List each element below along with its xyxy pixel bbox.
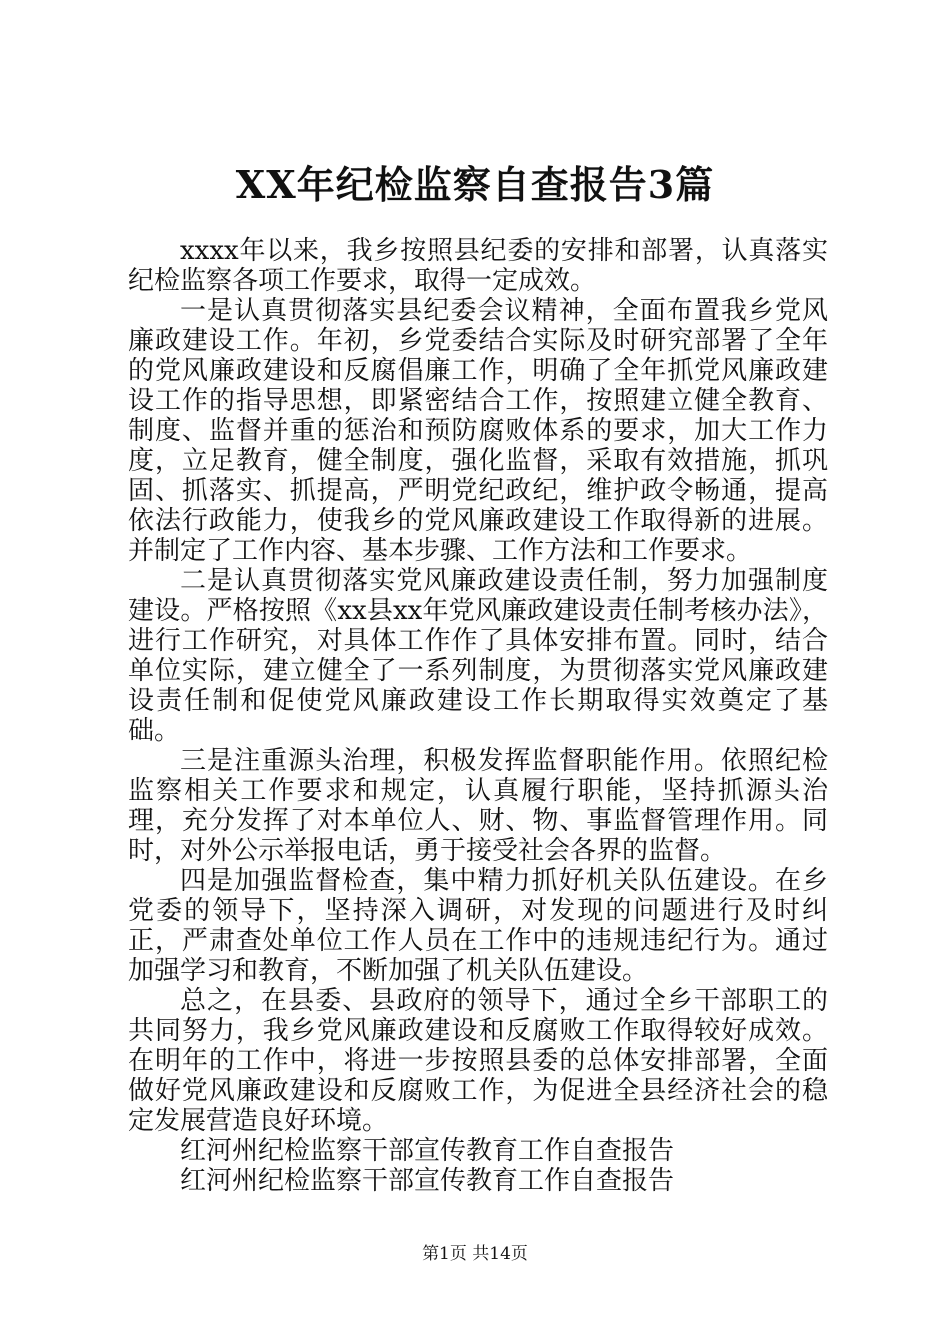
paragraph-point-three: 三是注重源头治理，积极发挥监督职能作用。依照纪检监察相关工作要求和规定，认真履行职能，坚持抓源头治理，充分发挥了对本单位人、财、物、事监督管理作用。同时，对外公示举报电话，勇于接受社会各界的监督。 bbox=[128, 746, 828, 866]
paragraph-intro: xxxx年以来，我乡按照县纪委的安排和部署，认真落实纪检监察各项工作要求，取得一定成效。 bbox=[128, 236, 828, 296]
document-body bbox=[128, 236, 828, 1196]
paragraph-point-two: 二是认真贯彻落实党风廉政建设责任制，努力加强制度建设。严格按照《xx县xx年党风廉政建设责任制考核办法》，进行工作研究，对具体工作作了具体安排布置。同时，结合单位实际，建立健全了一系列制度，为贯彻落实党风廉政建设责任制和促使党风廉政建设工作长期取得实效奠定了基础。 bbox=[128, 566, 828, 746]
paragraph-point-four: 四是加强监督检查，集中精力抓好机关队伍建设。在乡党委的领导下，坚持深入调研，对发现的问题进行及时纠正，严肃查处单位工作人员在工作中的违规违纪行为。通过加强学习和教育，不断加强了机关队伍建设。 bbox=[128, 866, 828, 986]
paragraph-point-one: 一是认真贯彻落实县纪委会议精神，全面布置我乡党风廉政建设工作。年初，乡党委结合实际及时研究部署了全年的党风廉政建设和反腐倡廉工作，明确了全年抓党风廉政建设工作的指导思想，即紧密结合工作，按照建立健全教育、制度、监督并重的惩治和预防腐败体系的要求，加大工作力度，立足教育，健全制度，强化监督，采取有效措施，抓巩固、抓落实、抓提高，严明党纪政纪，维护政令畅通，提高依法行政能力，使我乡的党风廉政建设工作取得新的进展。并制定了工作内容、基本步骤、工作方法和工作要求。 bbox=[128, 296, 828, 566]
page-number-footer: 第1页 共14页 bbox=[422, 1244, 528, 1264]
reference-title-line: 红河州纪检监察干部宣传教育工作自查报告 bbox=[180, 1166, 675, 1196]
reference-title-line: 红河州纪检监察干部宣传教育工作自查报告 bbox=[180, 1136, 675, 1166]
paragraph-conclusion: 总之，在县委、县政府的领导下，通过全乡干部职工的共同努力，我乡党风廉政建设和反腐败工作取得较好成效。在明年的工作中，将进一步按照县委的总体安排部署，全面做好党风廉政建设和反腐败工作，为促进全县经济社会的稳定发展营造良好环境。 bbox=[128, 986, 828, 1136]
document-title: XX年纪检监察自查报告3篇 bbox=[235, 162, 715, 207]
